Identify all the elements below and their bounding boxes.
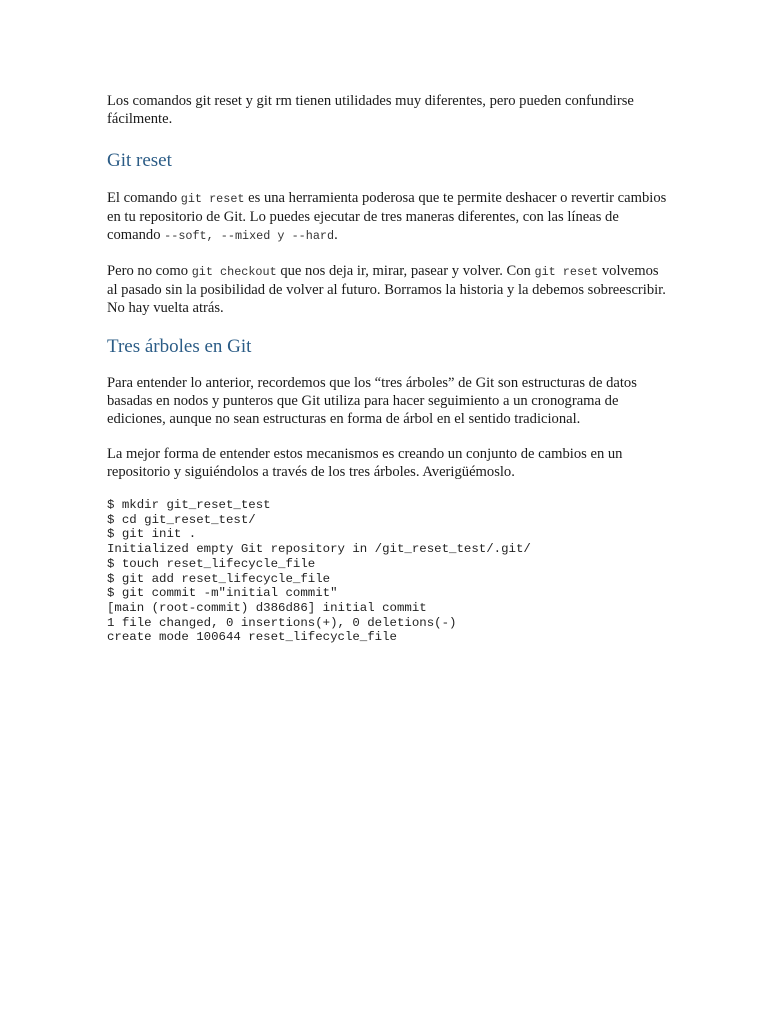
inline-code-git-checkout: git checkout [191,265,277,279]
inline-code-flags: --soft, --mixed y --hard [164,229,335,243]
inline-code-git-reset: git reset [180,192,245,206]
terminal-line: Initialized empty Git repository in /git_reset_test/.git/ [107,542,531,557]
terminal-line: $ cd git_reset_test/ [107,512,256,527]
text-fragment: volvemos al pasado sin la posibilidad de volver al futuro. Borramos la historia y la debemos sobreescribir. No hay vuelta atrás. [107,263,666,316]
text-fragment: Pero no como [107,263,192,279]
terminal-line: $ git init . [107,527,197,542]
tres-arboles-paragraph-2: La mejor forma de entender estos mecanismos es creando un conjunto de cambios en un repositorio y siguiéndolos a través de los tres árboles. Averigüémoslo. [107,446,623,480]
terminal-line: 1 file changed, 0 insertions(+), 0 deletions(-) [107,615,457,630]
terminal-line: create mode 100644 reset_lifecycle_file [107,630,397,645]
intro-paragraph: Los comandos git reset y git rm tienen utilidades muy diferentes, pero pueden confundirse fácilmente. [107,93,634,127]
text-fragment: El comando [107,190,181,206]
terminal-line: $ touch reset_lifecycle_file [107,556,316,571]
terminal-output-block [107,498,667,645]
heading-tres-arboles: Tres árboles en Git [107,336,252,357]
git-reset-paragraph-2 [107,262,667,317]
terminal-line: [main (root-commit) d386d86] initial commit [107,600,427,615]
terminal-line: $ mkdir git_reset_test [107,498,271,512]
tres-arboles-paragraph-1: Para entender lo anterior, recordemos que los “tres árboles” de Git son estructuras de datos basadas en nodos y punteros que Git utiliza para hacer seguimiento a un cronograma de ediciones, aunque no sean estructuras en forma de árbol en el sentido tradicional. [107,375,637,427]
text-fragment: que nos deja ir, mirar, pasear y volver. Con [276,263,535,279]
document-page [107,92,667,645]
git-reset-paragraph-1 [107,189,667,245]
heading-git-reset: Git reset [107,150,172,171]
text-fragment: es una herramienta poderosa que te permite deshacer o revertir cambios en tu repositorio de Git. Lo puedes ejecutar de tres maneras diferentes, con las líneas de comando [107,190,667,243]
terminal-line: $ git commit -m"initial commit" [107,586,338,601]
terminal-line: $ git add reset_lifecycle_file [107,571,331,586]
inline-code-git-reset-2: git reset [534,265,599,279]
text-fragment: . [334,227,338,243]
